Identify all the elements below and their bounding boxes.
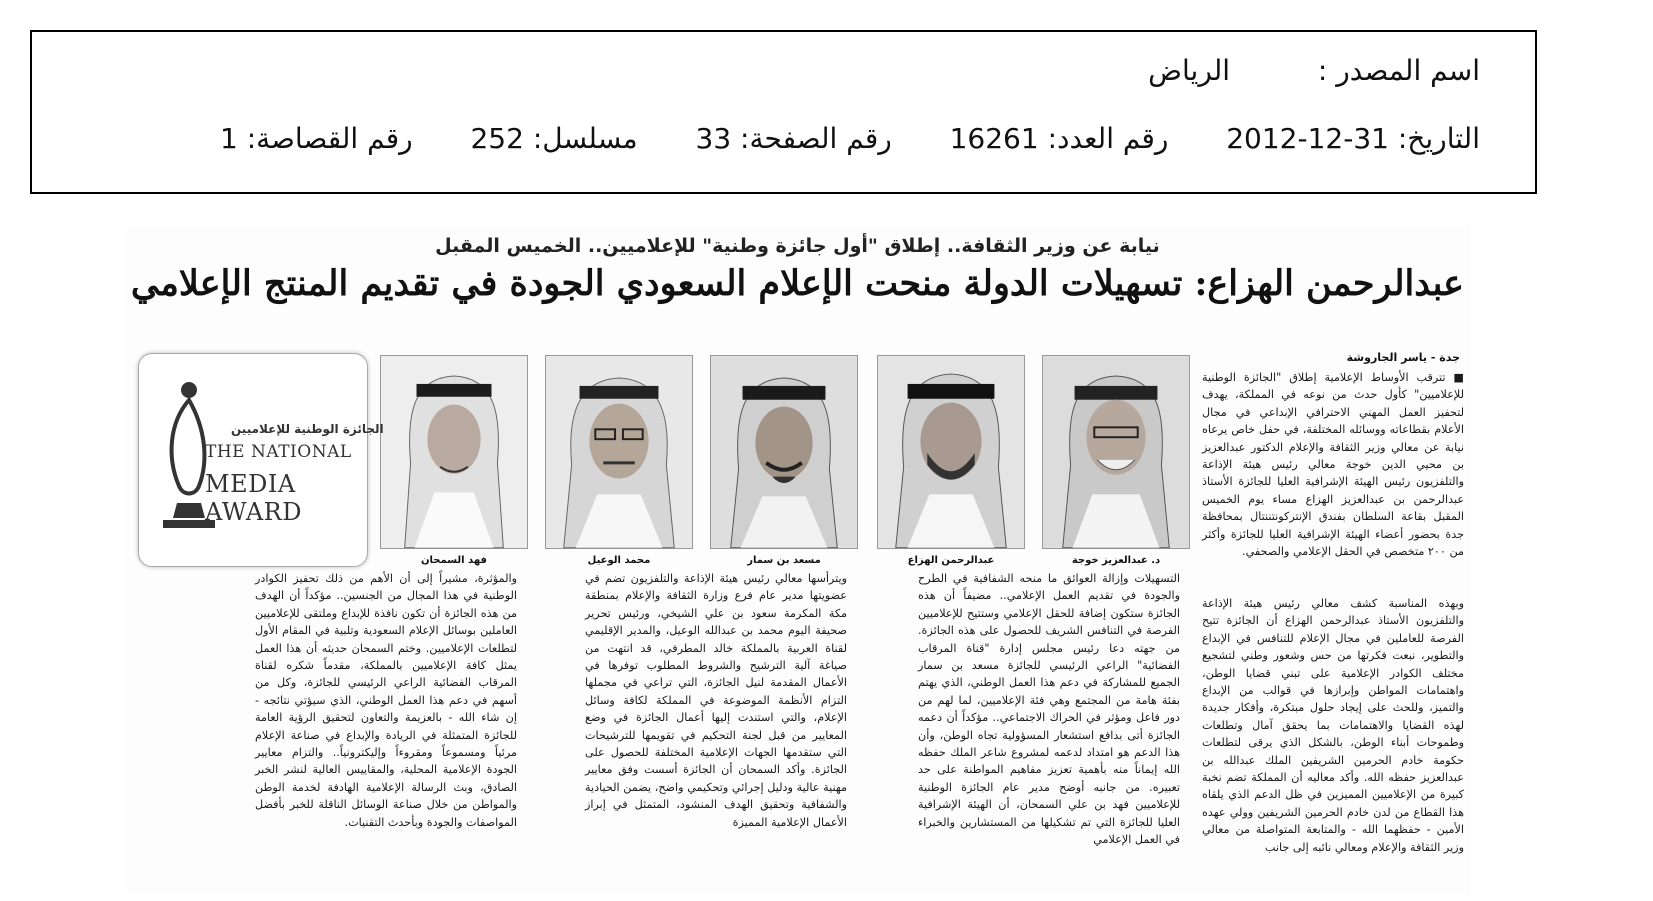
issue-value: 16261: [949, 122, 1039, 155]
clip-value: 1: [219, 122, 238, 155]
date-label: التاريخ:: [1397, 122, 1480, 155]
serial-value: 252: [470, 122, 524, 155]
article-headline: عبدالرحمن الهزاع: تسهيلات الدولة منحت الإعلام السعودي الجودة في تقديم المنتج الإعلامي: [130, 263, 1465, 304]
source-line: [1148, 54, 1480, 87]
issue-label: رقم العدد:: [1047, 122, 1169, 155]
clip-label: رقم القصاصة:: [246, 122, 413, 155]
portrait-photo: [545, 355, 693, 549]
article-column-2: التسهيلات وإزالة العوائق ما منحه الشفافية في الطرح والجودة في تقديم العمل الإعلامي.. مضيفاً أن هذه الجائزة ستكون إضافة للحقل الإعلامي وستتيح للإعلاميين الفرصة في التنافس الشريف للحصول على هذه الجائزة. من جهته دعا رئيس مجلس إدارة "قناة المرقاب الفضائية" الراعي الرئيسي للجائزة مسعد بن سمار الجميع للمشاركة في دعم هذا العمل الوطني، الذي يهتم بفئة هامة من المجتمع وهي فئة الإعلاميين، لما لهم من دور فاعل ومؤثر في الحراك الاجتماعي.. مؤكداً أن دعمه الجائزة أتى بدافع استشعار المسؤولية تجاه الوطن، وأن هذا الدعم هو امتداد لدعمه لمشروع شاعر الملك حفظه الله إيماناً منه بأهمية تعزيز مفاهيم المواطنة على حد تعبيره. من جانبه أوضح مدير عام الجائزة الوطنية للإعلاميين فهد بن علي السمحان، أن الهيئة الإشرافية العليا للجائزة التي تم تشكيلها من المستشارين والخبراء في العمل الإعلامي: [918, 572, 1180, 847]
details-line: [220, 122, 1480, 155]
photo-caption: د. عبدالعزيز خوجة: [1071, 555, 1161, 566]
article-column-1: ■ تترقب الأوساط الإعلامية إطلاق "الجائزة الوطنية للإعلاميين" كأول حدث من نوعه في المملكة، يهدف لتحفيز العمل المهني الاحترافي الإبداعي في مجال الأعلام بقطاعاته ووسائله المختلفة، في حفل خاص يرعاه نيابة عن معالي وزير الثقافة والإعلام الدكتور عبدالعزيز بن محيي الدين خوجة معالي رئيس هيئة الإذاعة والتلفزيون رئيس الهيئة الإشرافية العليا للجائزة الأستاذ عبدالرحمن بن عبدالعزيز الهزاع مساء يوم الخميس المقبل بقاعة السلطان بفندق الإنتركونتننتال بمحافظة جدة بحضور أعضاء الهيئة الإشرافية العليا للجائزة وأكثر من ٢٠٠ متخصص في الحقل الإعلامي والصحفي.: [1202, 371, 1464, 559]
portrait-photo: [380, 355, 528, 549]
portrait-photo: [877, 355, 1025, 549]
photo-caption: محمد الوعيل: [587, 555, 651, 566]
photo-caption: فهد السمحان: [421, 555, 487, 566]
source-info-box: [30, 30, 1537, 194]
newspaper-clipping: [125, 225, 1470, 895]
photo-caption: عبدالرحمن الهزاع: [907, 555, 995, 566]
portrait-photo: [710, 355, 858, 549]
source-label: اسم المصدر :: [1317, 54, 1480, 87]
article-byline: جدة - ياسر الجاروشة: [1346, 351, 1460, 364]
award-line-2: MEDIA: [205, 470, 296, 498]
award-arabic-name: الجائزة الوطنية للإعلاميين: [231, 422, 384, 436]
photo-caption: مسعد بن سمار: [747, 555, 821, 566]
award-line-1: THE NATIONAL: [205, 442, 352, 462]
article-column-3: ويترأسها معالي رئيس هيئة الإذاعة والتلفزيون تضم في عضويتها مدير عام فرع وزارة الثقافة والإعلام بمنطقة مكة المكرمة سعود بن علي الشيخي، ورئيس تحرير صحيفة اليوم محمد بن عبدالله الوعيل، والمدير الإقليمي لقناة العربية بالمملكة خالد المطرفي، قد انتهت من صياغة آلية الترشيح والشروط المطلوب توفرها في الأعمال المقدمة لنيل الجائزة، التي تراعي في مجملها التزام الأنظمة الموضوعة في المملكة لكافة وسائل الإعلام، والتي استندت إليها أعمال الجائزة في وضع المعايير من قبل لجنة التحكيم في تقويمها للترشيحات التي ستقدمها الجهات الإعلامية المختلفة للحصول على الجائزة. وأكد السمحان أن الجائزة أسست وفق معايير مهنية عالية ودليل إجرائي وتحكيمي واضح، يضمن الحيادية والشفافية وتحقيق الهدف المنشود، المتمثل في إبراز الأعمال الإعلامية المميزة: [585, 572, 847, 829]
serial-label: مسلسل:: [532, 122, 638, 155]
page-value: 33: [695, 122, 732, 155]
article-column-1-lower: وبهذه المناسبة كشف معالي رئيس هيئة الإذاعة والتلفزيون الأستاذ عبدالرحمن الهزاع أن الجائزة تتيح الفرصة للعاملين في مجال الإعلام للتنافس في الإبداع والتطوير، نبعت فكرتها من حس وشعور وطني لتشجيع مختلف الكوادر الإعلامية على تبني قضايا الوطن، واهتمامات المواطن وإبرازها في قوالب من الإبداع والتميز، وللحث على إيجاد حلول مبتكرة، وأفكار جديدة لهذه القضايا والاهتمامات بما يحقق آمال وتطلعات وطموحات أبناء الوطن، بالشكل الذي يرقى لتطلعات حكومة خادم الحرمين الشريفين الملك عبدالله بن عبدالعزيز حفظه الله. وأكد معاليه أن المملكة تضم نخبة كبيرة من الإعلاميين المميزين في ظل الدعم الذي يلقاه هذا القطاع من لدن خادم الحرمين الشريفين وولي عهده الأمين - حفظهما الله - والمتابعة المتواصلة من معالي وزير الثقافة والإعلام ومعالي نائبه إلى جانب: [1202, 597, 1464, 854]
award-line-3: AWARD: [205, 498, 302, 526]
article-kicker: نيابة عن وزير الثقافة.. إطلاق "أول جائزة وطنية" للإعلاميين.. الخميس المقبل: [435, 235, 1160, 257]
national-media-award-logo: [138, 353, 384, 567]
portrait-photo: [1042, 355, 1190, 549]
date-value: 2012-12-31: [1226, 122, 1389, 155]
article-column-4: والمؤثرة، مشيراً إلى أن الأهم من ذلك تحفيز الكوادر الوطنية في هذا المجال من الجنسين.. مؤكداً أن الهدف من هذه الجائزة أن تكون نافذة للإبداع وملتقى للإعلاميين العاملين بوسائل الإعلام السعودية وتلبية في المقام الأول لتطلعات الإعلاميين. وختم السمحان حديثه أن هذا العمل يمثل كافة الإعلاميين بالمملكة، مقدماً شكره لقناة المرقاب الفضائية الراعي الرئيسي للجائزة، وكل من أسهم في دعم هذا العمل الوطني، الذي سيؤتي نتائجه - إن شاء الله - بالعزيمة والتعاون لتحقيق الرؤية العامة للجائزة المتمثلة في الريادة والإبداع في صناعة الإعلام مرئياً ومسموعاً ومقروءاً وإليكترونياً.. والتزام معايير الجودة الإعلامية المحلية، والمقاييس العالية لنشر الخبر الصادق، وبث الرسالة الإعلامية الهادفة لخدمة الوطن والمواطن من خلال صناعة الوسائل الناقلة للخبر بأفضل المواصفات والجودة وبأحدث التقنيات.: [255, 572, 517, 829]
source-value: الرياض: [1148, 54, 1231, 87]
page-label: رقم الصفحة:: [740, 122, 892, 155]
